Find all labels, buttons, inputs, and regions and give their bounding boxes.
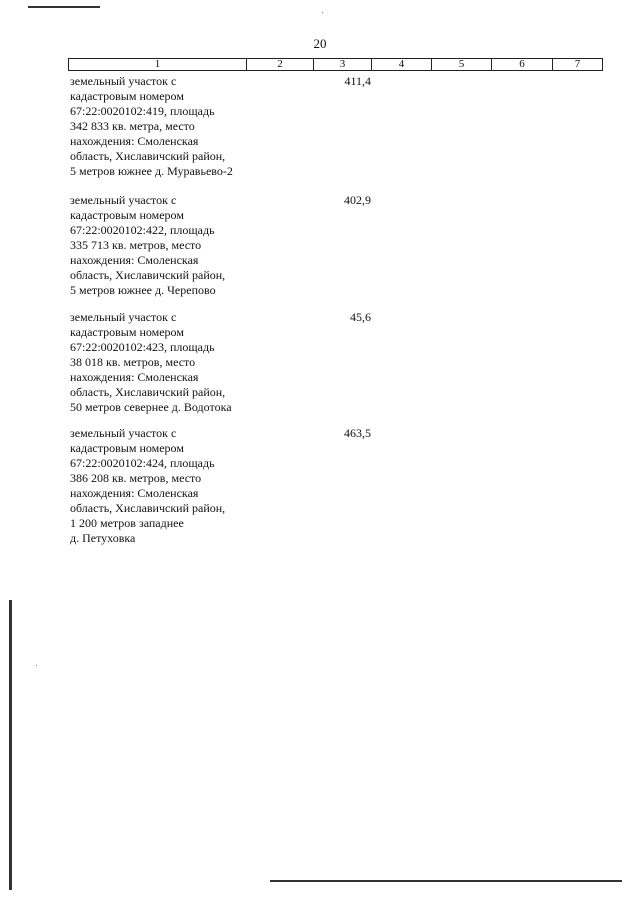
column-header-5: 5	[432, 59, 492, 71]
column-header-3: 3	[314, 59, 372, 71]
land-plot-description: земельный участок с кадастровым номером 67:22:0020102:424, площадь 386 208 кв. метров, место нахождения: Смоленская область, Хиславичский район, 1 200 метров западнее д. Петуховка	[70, 426, 226, 545]
page-number: 20	[313, 36, 327, 51]
column-header-1: 1	[69, 59, 247, 71]
land-plot-value: 45,6	[350, 310, 371, 324]
scan-speck	[322, 12, 323, 13]
column-header-4: 4	[372, 59, 432, 71]
column-number-header	[68, 58, 603, 71]
column-header-6: 6	[492, 59, 553, 71]
land-plot-value: 463,5	[344, 426, 371, 440]
land-plot-value: 411,4	[344, 74, 371, 88]
land-plot-description: земельный участок с кадастровым номером 67:22:0020102:422, площадь 335 713 кв. метров, место нахождения: Смоленская область, Хиславичский район, 5 метров южнее д. Черепово	[70, 193, 226, 297]
scan-artifact-top	[28, 6, 100, 8]
land-plot-value: 402,9	[344, 193, 371, 207]
land-plot-description: земельный участок с кадастровым номером 67:22:0020102:423, площадь 38 018 кв. метров, место нахождения: Смоленская область, Хиславичский район, 50 метров севернее д. Водотока	[70, 310, 232, 414]
land-plot-description: земельный участок с кадастровым номером 67:22:0020102:419, площадь 342 833 кв. метра, место нахождения: Смоленская область, Хиславичский район, 5 метров южнее д. Муравьево-2	[70, 74, 233, 178]
scan-artifact-bottom	[270, 880, 622, 882]
column-header-7: 7	[553, 59, 603, 71]
column-header-2: 2	[247, 59, 314, 71]
scan-artifact-left	[9, 600, 12, 890]
scan-speck	[36, 665, 37, 666]
